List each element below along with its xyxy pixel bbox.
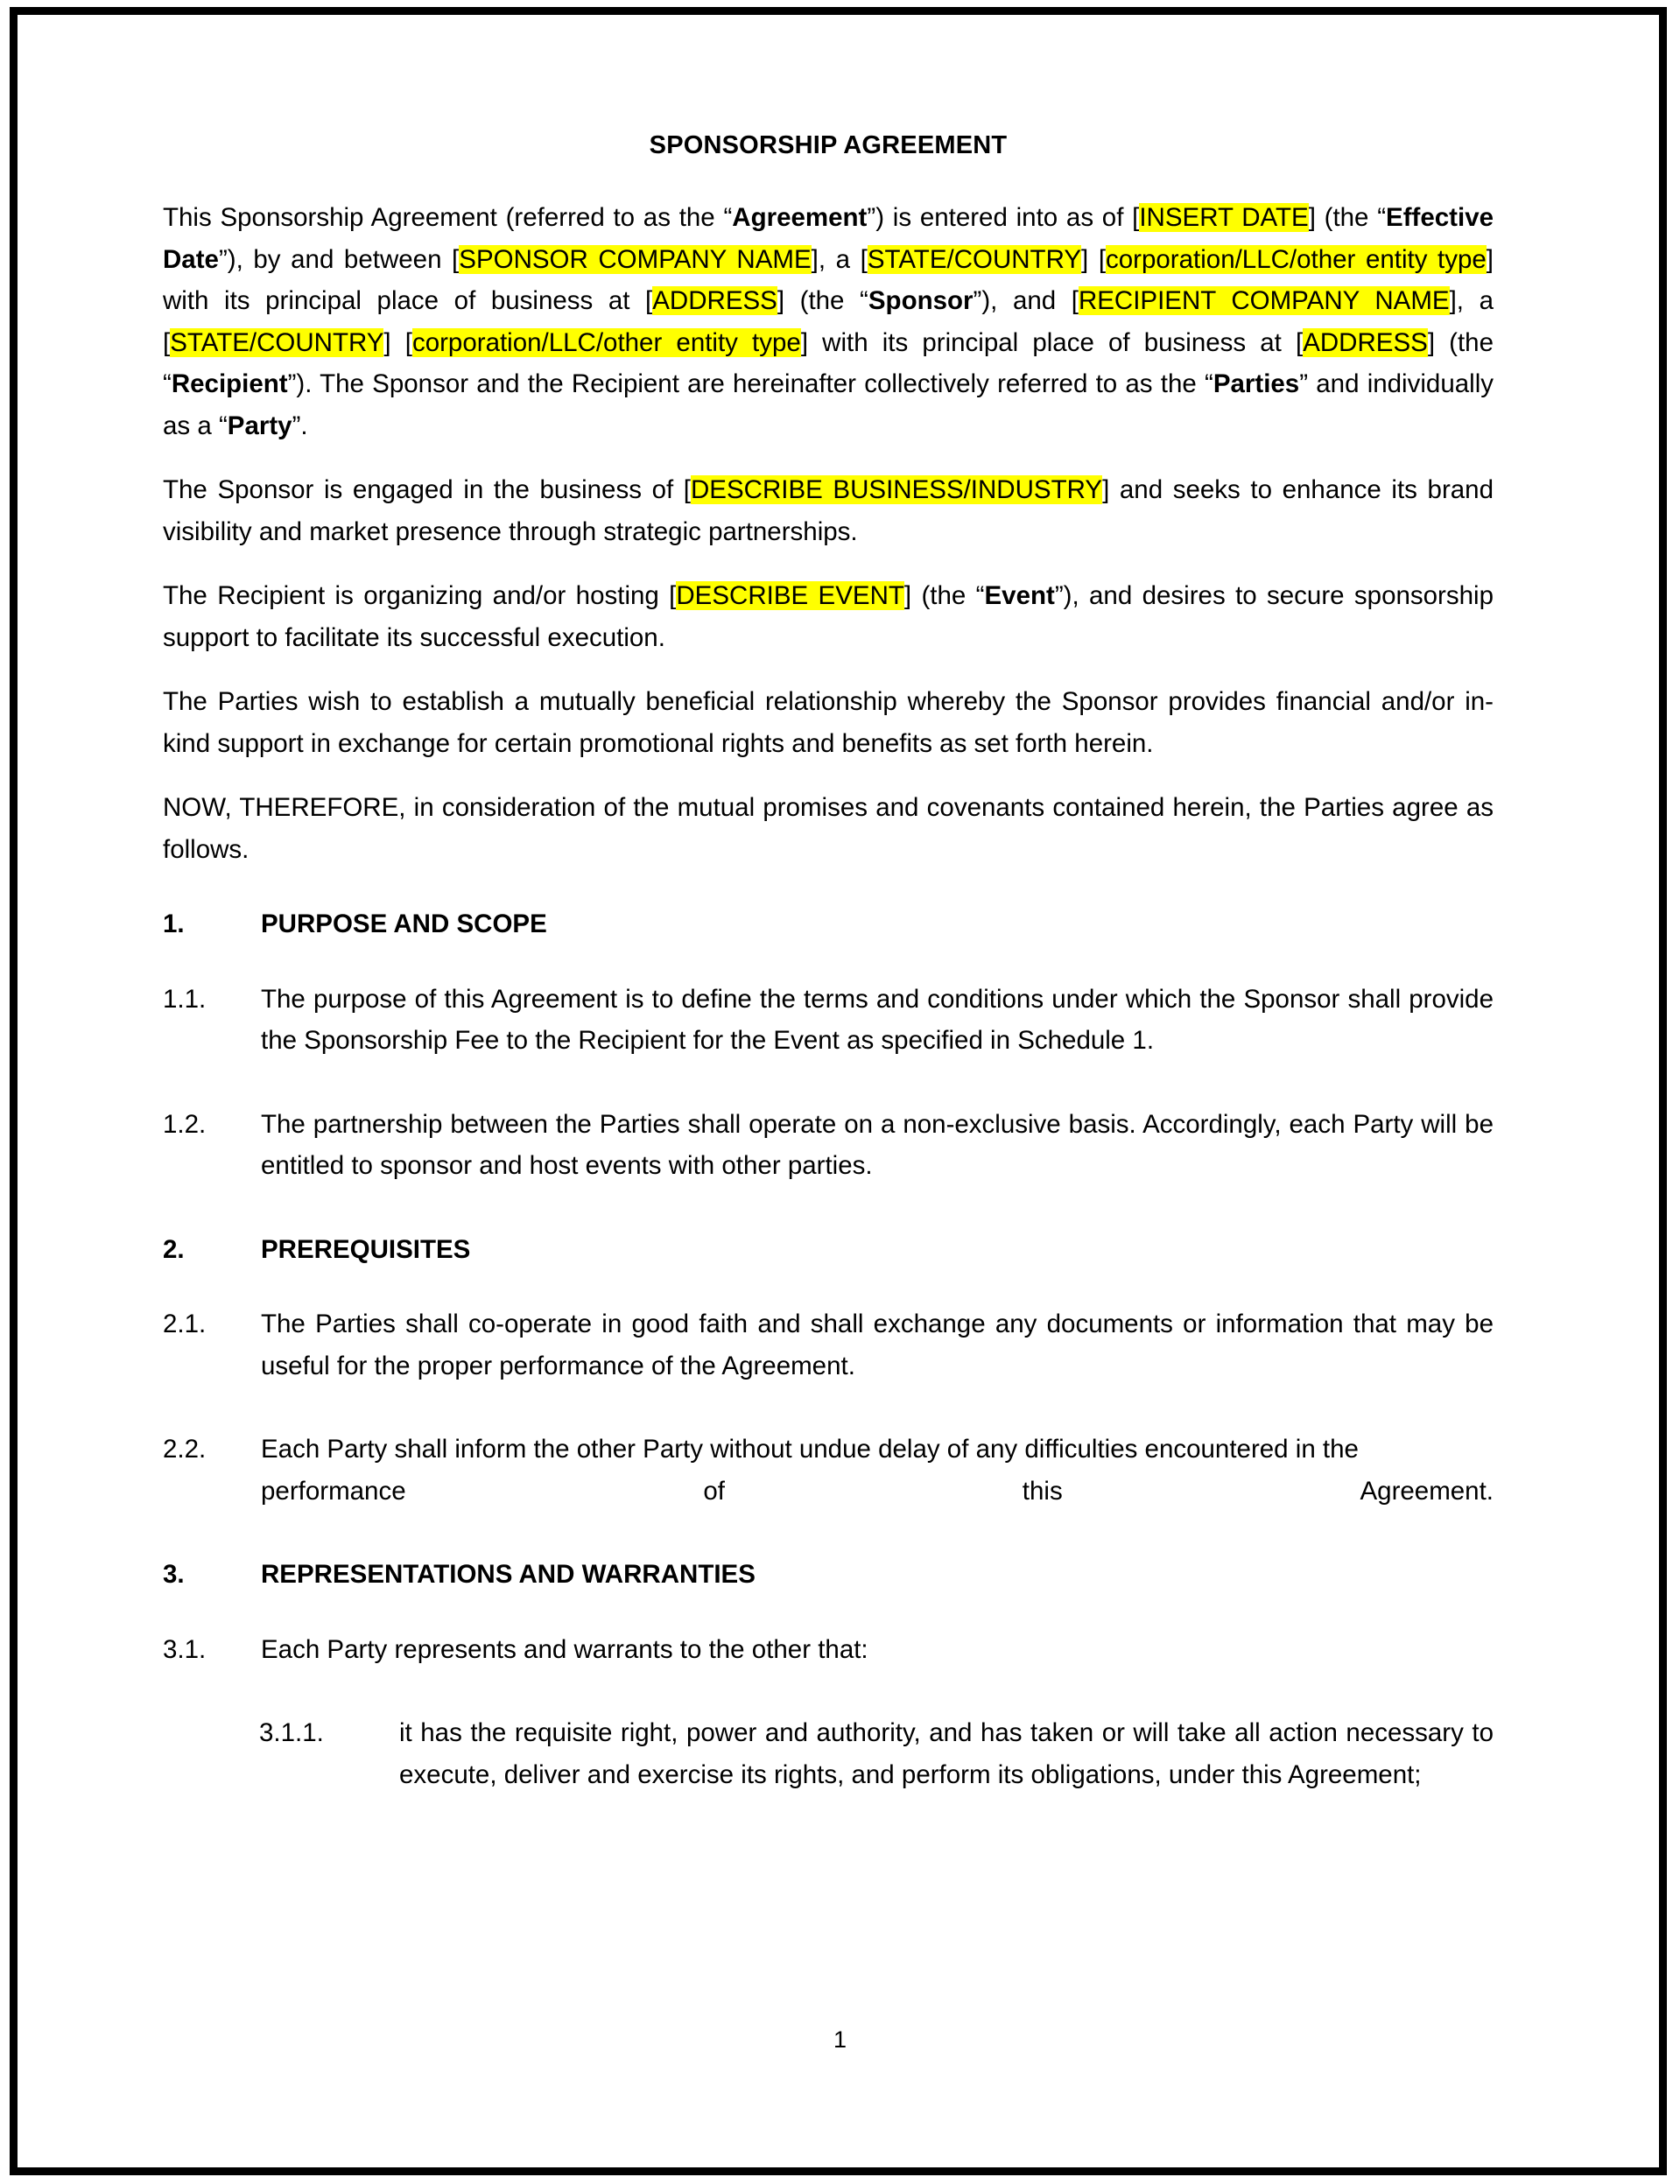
clause-text: The Parties shall co-operate in good faith and shall exchange any documents or information that may be useful for the proper performance of the Agreement. — [261, 1310, 1494, 1380]
placeholder-recipient-company-name: RECIPIENT COMPANY NAME — [1078, 286, 1450, 315]
clause-text: Each Party represents and warrants to the other that: — [261, 1634, 868, 1664]
defined-term-effective-date: Effective Date — [163, 203, 1494, 274]
word: Agreement. — [1360, 1476, 1494, 1506]
placeholder-describe-business-industry: DESCRIBE BUSINESS/INDUSTRY — [691, 475, 1103, 504]
word: this — [1022, 1476, 1063, 1506]
defined-term-party: Party — [227, 411, 292, 440]
placeholder-sponsor-state-country: STATE/COUNTRY — [867, 244, 1082, 274]
placeholder-recipient-entity-type: corporation/LLC/other entity type — [411, 327, 801, 357]
text-fragment: ], a [ — [163, 286, 1494, 357]
text-fragment: ] (the “ — [777, 286, 868, 315]
clause-2-2 — [163, 1429, 1494, 1512]
word: of — [703, 1476, 725, 1506]
clause-number: 2.2. — [163, 1435, 207, 1464]
text-fragment: The Sponsor is engaged in the business of [ — [163, 475, 691, 504]
defined-term-parties: Parties — [1213, 369, 1300, 398]
text-fragment: ”), and [ — [973, 286, 1079, 315]
document-body — [163, 131, 1494, 1830]
text-fragment: ] [ — [1081, 244, 1107, 274]
clause-text-line-2 — [261, 1471, 1494, 1513]
text-fragment: ”) is entered into as of [ — [867, 203, 1140, 232]
defined-term-recipient: Recipient — [171, 369, 288, 398]
placeholder-insert-date: INSERT DATE — [1139, 203, 1309, 232]
clause-2-1 — [163, 1303, 1494, 1387]
clause-heading-1 — [163, 903, 1494, 945]
placeholder-sponsor-address: ADDRESS — [652, 286, 777, 315]
recital-paragraph-sponsor-business — [163, 469, 1494, 552]
text-fragment: ”). The Sponsor and the Recipient are hereinafter collectively referred to as the “ — [287, 369, 1213, 398]
text-fragment: ] (the “ — [163, 327, 1494, 398]
text-fragment: ] (the “ — [903, 581, 985, 610]
clause-3-1 — [163, 1629, 1494, 1671]
text-fragment: ”), and desires to secure sponsorship support to facilitate its successful execution. — [163, 581, 1494, 652]
clause-1-1 — [163, 979, 1494, 1062]
clause-title: PREREQUISITES — [261, 1234, 471, 1264]
clause-title: PURPOSE AND SCOPE — [261, 909, 547, 938]
placeholder-sponsor-company-name: SPONSOR COMPANY NAME — [459, 244, 812, 274]
text-fragment: ] and seeks to enhance its brand visibility and market presence through strategic partnerships. — [163, 475, 1494, 546]
page-number: 1 — [833, 2026, 847, 2053]
text-fragment: This Sponsorship Agreement (referred to as the “ — [163, 203, 733, 232]
recital-paragraph-now-therefore: NOW, THEREFORE, in consideration of the mutual promises and covenants contained herein, the Parties agree as follows. — [163, 793, 1494, 864]
defined-term-event: Event — [984, 581, 1055, 610]
clause-3-1-1 — [163, 1712, 1494, 1795]
clause-text: it has the requisite right, power and authority, and has taken or will take all action necessary to execute, deliver and exercise its rights, and perform its obligations, under this Agreement; — [399, 1718, 1494, 1789]
clause-number: 2.1. — [163, 1310, 207, 1338]
clause-number: 3.1.1. — [259, 1718, 324, 1747]
placeholder-sponsor-entity-type: corporation/LLC/other entity type — [1106, 244, 1487, 274]
placeholder-describe-event: DESCRIBE EVENT — [676, 581, 904, 610]
text-fragment: The Recipient is organizing and/or hosting [ — [163, 581, 677, 610]
word: performance — [261, 1476, 406, 1506]
text-fragment: ] (the “ — [1308, 203, 1387, 232]
clause-title: REPRESENTATIONS AND WARRANTIES — [261, 1560, 756, 1589]
defined-term-sponsor: Sponsor — [868, 286, 974, 315]
clause-text — [261, 1429, 1494, 1512]
page-title: SPONSORSHIP AGREEMENT — [649, 131, 1008, 159]
clause-number: 3.1. — [163, 1634, 207, 1664]
clause-1-2 — [163, 1104, 1494, 1187]
text-fragment: ”), by and between [ — [218, 244, 460, 274]
clause-number: 2. — [163, 1234, 185, 1264]
clause-number: 1.2. — [163, 1109, 207, 1139]
text-fragment: ] with its principal place of business at [ — [800, 327, 1304, 357]
clause-text: The purpose of this Agreement is to define the terms and conditions under which the Sponsor shall provide the Sponsorship Fee to the Recipient for the Event as specified in Schedule 1. — [261, 984, 1494, 1055]
recital-paragraph-mutual-benefit: The Parties wish to establish a mutually beneficial relationship whereby the Sponsor provides financial and/or in-kind support in exchange for certain promotional rights and benefits as set forth herein. — [163, 687, 1494, 758]
text-fragment: ], a [ — [811, 244, 868, 274]
defined-term-agreement: Agreement — [732, 203, 868, 232]
clause-heading-2 — [163, 1229, 1494, 1271]
clause-number: 3. — [163, 1560, 185, 1589]
clause-text: The partnership between the Parties shall operate on a non-exclusive basis. Accordingly, each Party will be entitled to sponsor and host events with other parties. — [261, 1109, 1494, 1180]
recital-paragraph-parties — [163, 197, 1494, 446]
clause-text-line-1: Each Party shall inform the other Party without undue delay of any difficulties encountered in the — [261, 1435, 1359, 1464]
text-fragment: ] with its principal place of business at [ — [163, 244, 1494, 315]
recital-paragraph-event — [163, 575, 1494, 658]
clause-number: 1. — [163, 909, 185, 938]
clause-heading-3 — [163, 1554, 1494, 1596]
placeholder-recipient-address: ADDRESS — [1303, 327, 1428, 357]
text-fragment: ”. — [292, 411, 308, 440]
placeholder-recipient-state-country: STATE/COUNTRY — [170, 327, 384, 357]
text-fragment: ] [ — [383, 327, 412, 357]
text-fragment: ” and individually as a “ — [163, 369, 1494, 440]
clause-number: 1.1. — [163, 984, 207, 1014]
